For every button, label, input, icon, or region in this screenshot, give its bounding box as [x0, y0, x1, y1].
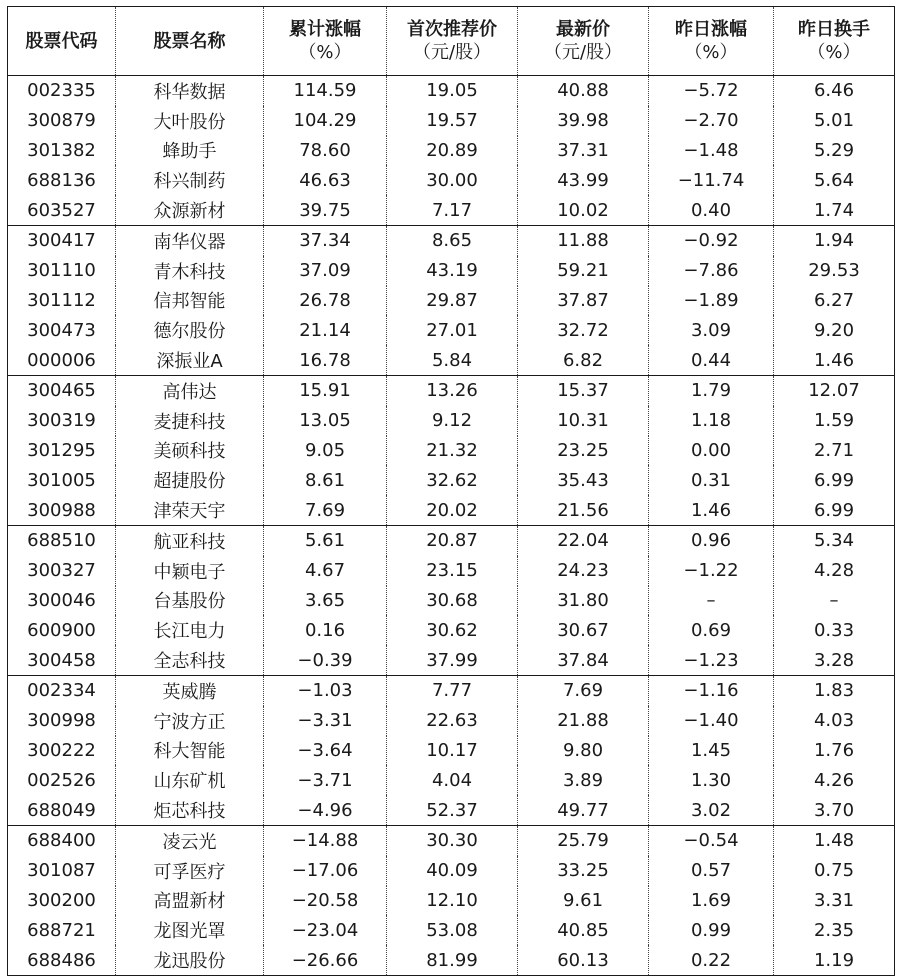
yesterday-change-cell: –	[649, 586, 774, 616]
first-price-cell: 4.04	[387, 765, 518, 795]
table-row	[8, 825, 895, 855]
cumulative-gain-cell: 26.78	[264, 286, 387, 316]
yesterday-turnover-cell: 1.76	[774, 736, 895, 766]
yesterday-change-cell: 0.40	[649, 195, 774, 225]
yesterday-turnover-cell: 3.31	[774, 886, 895, 916]
yesterday-turnover-cell: 1.59	[774, 406, 895, 436]
yesterday-change-cell: 1.46	[649, 495, 774, 525]
yesterday-turnover-cell: 1.48	[774, 825, 895, 855]
stock-name-cell: 青木科技	[116, 256, 264, 286]
yesterday-change-cell: 1.79	[649, 375, 774, 405]
stock-code-cell: 300988	[8, 495, 116, 525]
yesterday-change-cell: −0.54	[649, 825, 774, 855]
yesterday-change-cell: 3.02	[649, 795, 774, 825]
stock-name-cell: 中颖电子	[116, 556, 264, 586]
stock-code-cell: 000006	[8, 345, 116, 375]
latest-price-cell: 21.88	[518, 706, 649, 736]
yesterday-turnover-cell: 0.75	[774, 856, 895, 886]
cumulative-gain-cell: 3.65	[264, 586, 387, 616]
cumulative-gain-cell: 37.34	[264, 225, 387, 255]
latest-price-cell: 10.02	[518, 195, 649, 225]
latest-price-cell: 21.56	[518, 495, 649, 525]
yesterday-change-cell: −2.70	[649, 106, 774, 136]
yesterday-change-cell: 1.69	[649, 886, 774, 916]
yesterday-turnover-cell: 1.94	[774, 225, 895, 255]
header-yesterday-change: 昨日涨幅 （%）	[649, 7, 774, 76]
table-row	[8, 795, 895, 825]
yesterday-change-cell: −1.89	[649, 286, 774, 316]
stock-code-cell: 300046	[27, 589, 96, 611]
stock-code-cell: 002334	[27, 680, 96, 702]
header-first-recommended-price: 首次推荐价 （元/股）	[387, 7, 518, 76]
stock-code-cell: 688486	[27, 949, 96, 971]
table-row	[8, 345, 895, 375]
latest-price-cell: 40.88	[518, 76, 649, 106]
cumulative-gain-cell: 37.09	[264, 256, 387, 286]
stock-code-cell: 300319	[27, 410, 96, 432]
table-row	[8, 525, 895, 555]
cumulative-gain-cell: 78.60	[264, 136, 387, 166]
first-price-cell: 30.30	[387, 825, 518, 855]
table-row	[8, 765, 895, 795]
yesterday-change-cell: −7.86	[649, 256, 774, 286]
first-price-cell: 27.01	[387, 315, 518, 345]
stock-name-cell: 龙迅股份	[116, 945, 264, 975]
header-cumulative-gain: 累计涨幅 （%）	[264, 7, 387, 76]
header-yesterday-turnover: 昨日换手 （%）	[774, 7, 895, 76]
table-row	[8, 556, 895, 586]
latest-price-cell: 40.85	[518, 915, 649, 945]
yesterday-turnover-cell: 1.19	[774, 945, 895, 975]
yesterday-change-cell: 1.45	[649, 736, 774, 766]
latest-price-cell: 37.31	[518, 136, 649, 166]
first-price-cell: 37.99	[387, 645, 518, 675]
latest-price-cell: 9.61	[518, 886, 649, 916]
stock-name-cell: 山东矿机	[116, 765, 264, 795]
cumulative-gain-cell: −4.96	[264, 795, 387, 825]
header-latest-price: 最新价 （元/股）	[518, 7, 649, 76]
latest-price-cell: 3.89	[518, 765, 649, 795]
table-row	[8, 586, 895, 616]
table-body	[8, 76, 895, 976]
first-price-cell: 30.00	[387, 165, 518, 195]
yesterday-turnover-cell: 5.64	[774, 165, 895, 195]
stock-name-cell: 长江电力	[116, 615, 264, 645]
latest-price-cell: 33.25	[518, 856, 649, 886]
stock-name-cell: 科华数据	[116, 76, 264, 106]
stock-name-cell: 宁波方正	[116, 706, 264, 736]
yesterday-turnover-cell: 29.53	[774, 256, 895, 286]
first-price-cell: 43.19	[387, 256, 518, 286]
header-row	[8, 7, 895, 76]
yesterday-turnover-cell: 1.74	[774, 195, 895, 225]
cumulative-gain-cell: −3.71	[264, 765, 387, 795]
first-price-cell: 20.87	[387, 525, 518, 555]
stock-name-cell: 英威腾	[116, 675, 264, 705]
table-row	[8, 915, 895, 945]
stock-code-cell: 301112	[27, 289, 96, 311]
yesterday-change-cell: 0.96	[649, 525, 774, 555]
yesterday-change-cell: 0.99	[649, 915, 774, 945]
table-row	[8, 225, 895, 255]
cumulative-gain-cell: 7.69	[264, 495, 387, 525]
yesterday-change-cell: −1.23	[649, 645, 774, 675]
yesterday-turnover-cell: 12.07	[774, 375, 895, 405]
table-row	[8, 256, 895, 286]
first-price-cell: 22.63	[387, 706, 518, 736]
table-row	[8, 615, 895, 645]
stock-code-cell: 300458	[8, 645, 116, 675]
table-row	[8, 195, 895, 225]
latest-price-cell: 32.72	[518, 315, 649, 345]
stock-code-cell: 300327	[27, 560, 96, 582]
first-price-cell: 7.77	[387, 675, 518, 705]
yesterday-change-cell: −1.48	[649, 136, 774, 166]
yesterday-turnover-cell: 1.46	[774, 345, 895, 375]
cumulative-gain-cell: 39.75	[264, 195, 387, 225]
stock-name-cell: 超捷股份	[116, 465, 264, 495]
table-row	[8, 675, 895, 705]
stock-code-cell: 688136	[27, 169, 96, 191]
first-price-cell: 32.62	[387, 465, 518, 495]
yesterday-change-cell: −11.74	[649, 165, 774, 195]
table-row	[8, 406, 895, 436]
latest-price-cell: 10.31	[518, 406, 649, 436]
first-price-cell: 20.89	[387, 136, 518, 166]
table-row	[8, 76, 895, 106]
yesterday-turnover-cell: 3.70	[774, 795, 895, 825]
stock-name-cell: 美硕科技	[116, 436, 264, 466]
first-price-cell: 40.09	[387, 856, 518, 886]
table-row	[8, 706, 895, 736]
stock-name-cell: 麦捷科技	[116, 406, 264, 436]
first-price-cell: 9.12	[387, 406, 518, 436]
latest-price-cell: 31.80	[518, 586, 649, 616]
first-price-cell: 8.65	[387, 225, 518, 255]
latest-price-cell: 6.82	[518, 345, 649, 375]
cumulative-gain-cell: −1.03	[264, 675, 387, 705]
latest-price-cell: 59.21	[518, 256, 649, 286]
yesterday-change-cell: 0.22	[649, 945, 774, 975]
stock-code-cell: 688510	[27, 530, 96, 552]
stock-code-cell: 300998	[27, 710, 96, 732]
first-price-cell: 7.17	[387, 195, 518, 225]
latest-price-cell: 49.77	[518, 795, 649, 825]
yesterday-turnover-cell: 6.99	[774, 495, 895, 525]
stock-code-cell: 002526	[27, 769, 96, 791]
yesterday-change-cell: 0.31	[649, 465, 774, 495]
stock-code-cell: 300200	[27, 889, 96, 911]
yesterday-turnover-cell: 4.28	[774, 556, 895, 586]
stock-name-cell: 科兴制药	[116, 165, 264, 195]
latest-price-cell: 25.79	[518, 825, 649, 855]
table-row	[8, 136, 895, 166]
yesterday-turnover-cell: 9.20	[774, 315, 895, 345]
table-row	[8, 165, 895, 195]
first-price-cell: 21.32	[387, 436, 518, 466]
latest-price-cell: 37.87	[518, 286, 649, 316]
table-row	[8, 736, 895, 766]
latest-price-cell: 9.80	[518, 736, 649, 766]
table-row	[8, 106, 895, 136]
stock-code-cell: 301110	[27, 260, 96, 282]
table-row	[8, 495, 895, 525]
stock-name-cell: 信邦智能	[116, 286, 264, 316]
stock-name-cell: 炬芯科技	[116, 795, 264, 825]
stock-code-cell: 002335	[27, 80, 96, 102]
yesterday-change-cell: 1.30	[649, 765, 774, 795]
first-price-cell: 29.87	[387, 286, 518, 316]
first-price-cell: 23.15	[387, 556, 518, 586]
first-price-cell: 10.17	[387, 736, 518, 766]
stock-code-cell: 688721	[27, 919, 96, 941]
yesterday-change-cell: 1.18	[649, 406, 774, 436]
stock-name-cell: 科大智能	[116, 736, 264, 766]
stock-code-cell: 301087	[27, 860, 96, 882]
cumulative-gain-cell: −14.88	[264, 825, 387, 855]
first-price-cell: 30.68	[387, 586, 518, 616]
yesterday-change-cell: −5.72	[649, 76, 774, 106]
yesterday-turnover-cell: 5.34	[774, 525, 895, 555]
yesterday-change-cell: 3.09	[649, 315, 774, 345]
latest-price-cell: 11.88	[518, 225, 649, 255]
yesterday-change-cell: 0.57	[649, 856, 774, 886]
stock-name-cell: 蜂助手	[116, 136, 264, 166]
yesterday-turnover-cell: 3.28	[774, 645, 895, 675]
latest-price-cell: 35.43	[518, 465, 649, 495]
table-row	[8, 945, 895, 975]
stock-code-cell: 300465	[27, 380, 96, 402]
cumulative-gain-cell: 5.61	[264, 525, 387, 555]
table-row	[8, 856, 895, 886]
stock-code-cell: 301295	[27, 439, 96, 461]
stock-code-cell: 301382	[27, 139, 96, 161]
stock-code-cell: 688400	[27, 830, 96, 852]
yesterday-turnover-cell: 2.71	[774, 436, 895, 466]
yesterday-turnover-cell: 6.99	[774, 465, 895, 495]
cumulative-gain-cell: 104.29	[264, 106, 387, 136]
first-price-cell: 13.26	[387, 375, 518, 405]
yesterday-turnover-cell: 5.01	[774, 106, 895, 136]
cumulative-gain-cell: −23.04	[264, 915, 387, 945]
header-stock-code: 股票代码	[8, 7, 116, 76]
stock-name-cell: 凌云光	[116, 825, 264, 855]
first-price-cell: 20.02	[387, 495, 518, 525]
latest-price-cell: 37.84	[518, 645, 649, 675]
cumulative-gain-cell: −17.06	[264, 856, 387, 886]
yesterday-turnover-cell: –	[774, 586, 895, 616]
latest-price-cell: 22.04	[518, 525, 649, 555]
cumulative-gain-cell: −3.31	[264, 706, 387, 736]
stock-code-cell: 603527	[8, 195, 116, 225]
cumulative-gain-cell: −20.58	[264, 886, 387, 916]
stock-code-cell: 300473	[27, 319, 96, 341]
stock-name-cell: 南华仪器	[116, 225, 264, 255]
stock-name-cell: 航亚科技	[116, 525, 264, 555]
cumulative-gain-cell: 16.78	[264, 345, 387, 375]
cumulative-gain-cell: −3.64	[264, 736, 387, 766]
table-row	[8, 286, 895, 316]
cumulative-gain-cell: 13.05	[264, 406, 387, 436]
cumulative-gain-cell: 0.16	[264, 615, 387, 645]
stock-name-cell: 津荣天宇	[116, 495, 264, 525]
cumulative-gain-cell: 8.61	[264, 465, 387, 495]
first-price-cell: 81.99	[387, 945, 518, 975]
yesterday-change-cell: −0.92	[649, 225, 774, 255]
stock-name-cell: 大叶股份	[116, 106, 264, 136]
yesterday-change-cell: 0.00	[649, 436, 774, 466]
stock-name-cell: 高伟达	[116, 375, 264, 405]
yesterday-change-cell: 0.69	[649, 615, 774, 645]
yesterday-turnover-cell: 6.46	[774, 76, 895, 106]
latest-price-cell: 15.37	[518, 375, 649, 405]
header-stock-name: 股票名称	[116, 7, 264, 76]
first-price-cell: 5.84	[387, 345, 518, 375]
cumulative-gain-cell: 46.63	[264, 165, 387, 195]
cumulative-gain-cell: 15.91	[264, 375, 387, 405]
cumulative-gain-cell: 4.67	[264, 556, 387, 586]
yesterday-turnover-cell: 4.26	[774, 765, 895, 795]
stock-recommendation-table	[7, 6, 895, 976]
latest-price-cell: 30.67	[518, 615, 649, 645]
stock-name-cell: 深振业A	[116, 345, 264, 375]
first-price-cell: 19.57	[387, 106, 518, 136]
first-price-cell: 52.37	[387, 795, 518, 825]
yesterday-turnover-cell: 2.35	[774, 915, 895, 945]
yesterday-change-cell: 0.44	[649, 345, 774, 375]
table-row	[8, 375, 895, 405]
first-price-cell: 53.08	[387, 915, 518, 945]
yesterday-change-cell: −1.22	[649, 556, 774, 586]
table-row	[8, 315, 895, 345]
latest-price-cell: 7.69	[518, 675, 649, 705]
stock-code-cell: 688049	[8, 795, 116, 825]
yesterday-change-cell: −1.16	[649, 675, 774, 705]
stock-code-cell: 300417	[27, 230, 96, 252]
stock-name-cell: 台基股份	[116, 586, 264, 616]
latest-price-cell: 23.25	[518, 436, 649, 466]
stock-code-cell: 600900	[27, 619, 96, 641]
stock-code-cell: 300879	[27, 110, 96, 132]
table-row	[8, 465, 895, 495]
stock-name-cell: 众源新材	[116, 195, 264, 225]
cumulative-gain-cell: −26.66	[264, 945, 387, 975]
latest-price-cell: 60.13	[518, 945, 649, 975]
yesterday-change-cell: −1.40	[649, 706, 774, 736]
stock-name-cell: 高盟新材	[116, 886, 264, 916]
first-price-cell: 19.05	[387, 76, 518, 106]
stock-code-cell: 300222	[27, 739, 96, 761]
yesterday-turnover-cell: 1.83	[774, 675, 895, 705]
yesterday-turnover-cell: 6.27	[774, 286, 895, 316]
stock-name-cell: 德尔股份	[116, 315, 264, 345]
table-row	[8, 886, 895, 916]
stock-name-cell: 龙图光罩	[116, 915, 264, 945]
yesterday-turnover-cell: 5.29	[774, 136, 895, 166]
stock-name-cell: 全志科技	[116, 645, 264, 675]
yesterday-turnover-cell: 4.03	[774, 706, 895, 736]
latest-price-cell: 43.99	[518, 165, 649, 195]
table-row	[8, 645, 895, 675]
stock-code-cell: 301005	[27, 469, 96, 491]
first-price-cell: 12.10	[387, 886, 518, 916]
cumulative-gain-cell: 21.14	[264, 315, 387, 345]
table-row	[8, 436, 895, 466]
latest-price-cell: 24.23	[518, 556, 649, 586]
stock-name-cell: 可孚医疗	[116, 856, 264, 886]
yesterday-turnover-cell: 0.33	[774, 615, 895, 645]
latest-price-cell: 39.98	[518, 106, 649, 136]
first-price-cell: 30.62	[387, 615, 518, 645]
cumulative-gain-cell: 9.05	[264, 436, 387, 466]
cumulative-gain-cell: 114.59	[264, 76, 387, 106]
cumulative-gain-cell: −0.39	[264, 645, 387, 675]
